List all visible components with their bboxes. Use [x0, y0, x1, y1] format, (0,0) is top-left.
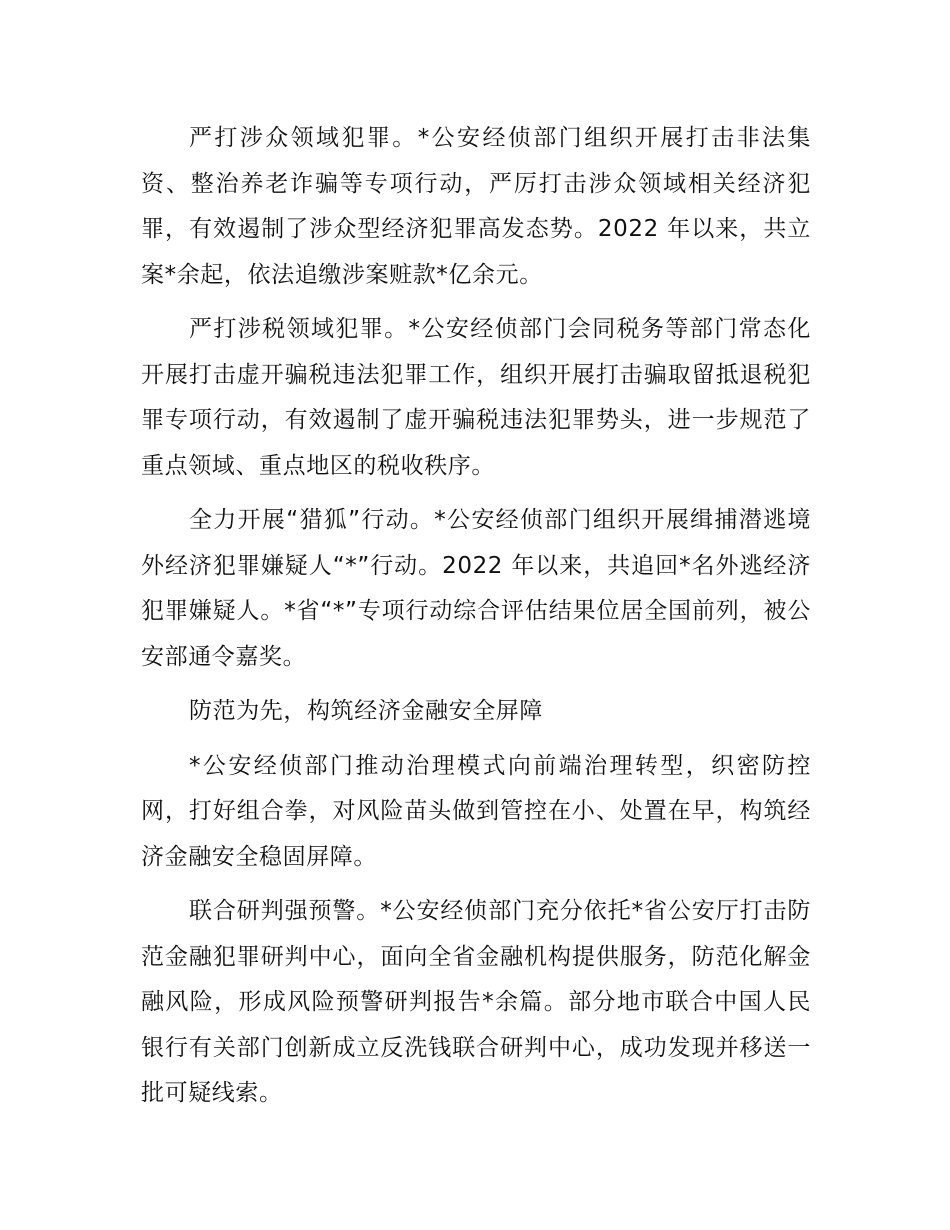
- paragraph-5: 联合研判强预警。*公安经侦部门充分依托*省公安厅打击防范金融犯罪研判中心，面向全省金融机构提供服务，防范化解金融风险，形成风险预警研判报告*余篇。部分地市联合中国人民银行有关部门创新成立反洗钱联合研判中心，成功发现并移送一批可疑线索。: [141, 898, 811, 1106]
- paragraph-2: 严打涉税领域犯罪。*公安经侦部门会同税务等部门常态化开展打击虚开骗税违法犯罪工作，组织开展打击骗取留抵退税犯罪专项行动，有效遏制了虚开骗税违法犯罪势头，进一步规范了重点领域、重点地区的税收秩序。: [141, 316, 811, 479]
- section-heading: 防范为先，构筑经济金融安全屏障: [189, 698, 543, 724]
- document-body: [141, 116, 811, 1126]
- paragraph-4: *公安经侦部门推动治理模式向前端治理转型，织密防控网，打好组合拳，对风险苗头做到管控在小、处置在早，构筑经济金融安全稳固屏障。: [141, 752, 811, 870]
- paragraph-3: 全力开展“猎狐”行动。*公安经侦部门组织开展缉捕潜逃境外经济犯罪嫌疑人“*”行动。2022 年以来，共追回*名外逃经济犯罪嫌疑人。*省“*”专项行动综合评估结果位居全国前列，被公安部通令嘉奖。: [141, 507, 811, 670]
- paragraph-1: 严打涉众领域犯罪。*公安经侦部门组织开展打击非法集资、整治养老诈骗等专项行动，严厉打击涉众领域相关经济犯罪，有效遏制了涉众型经济犯罪高发态势。2022 年以来，共立案*余起，依法追缴涉案赃款*亿余元。: [141, 125, 811, 288]
